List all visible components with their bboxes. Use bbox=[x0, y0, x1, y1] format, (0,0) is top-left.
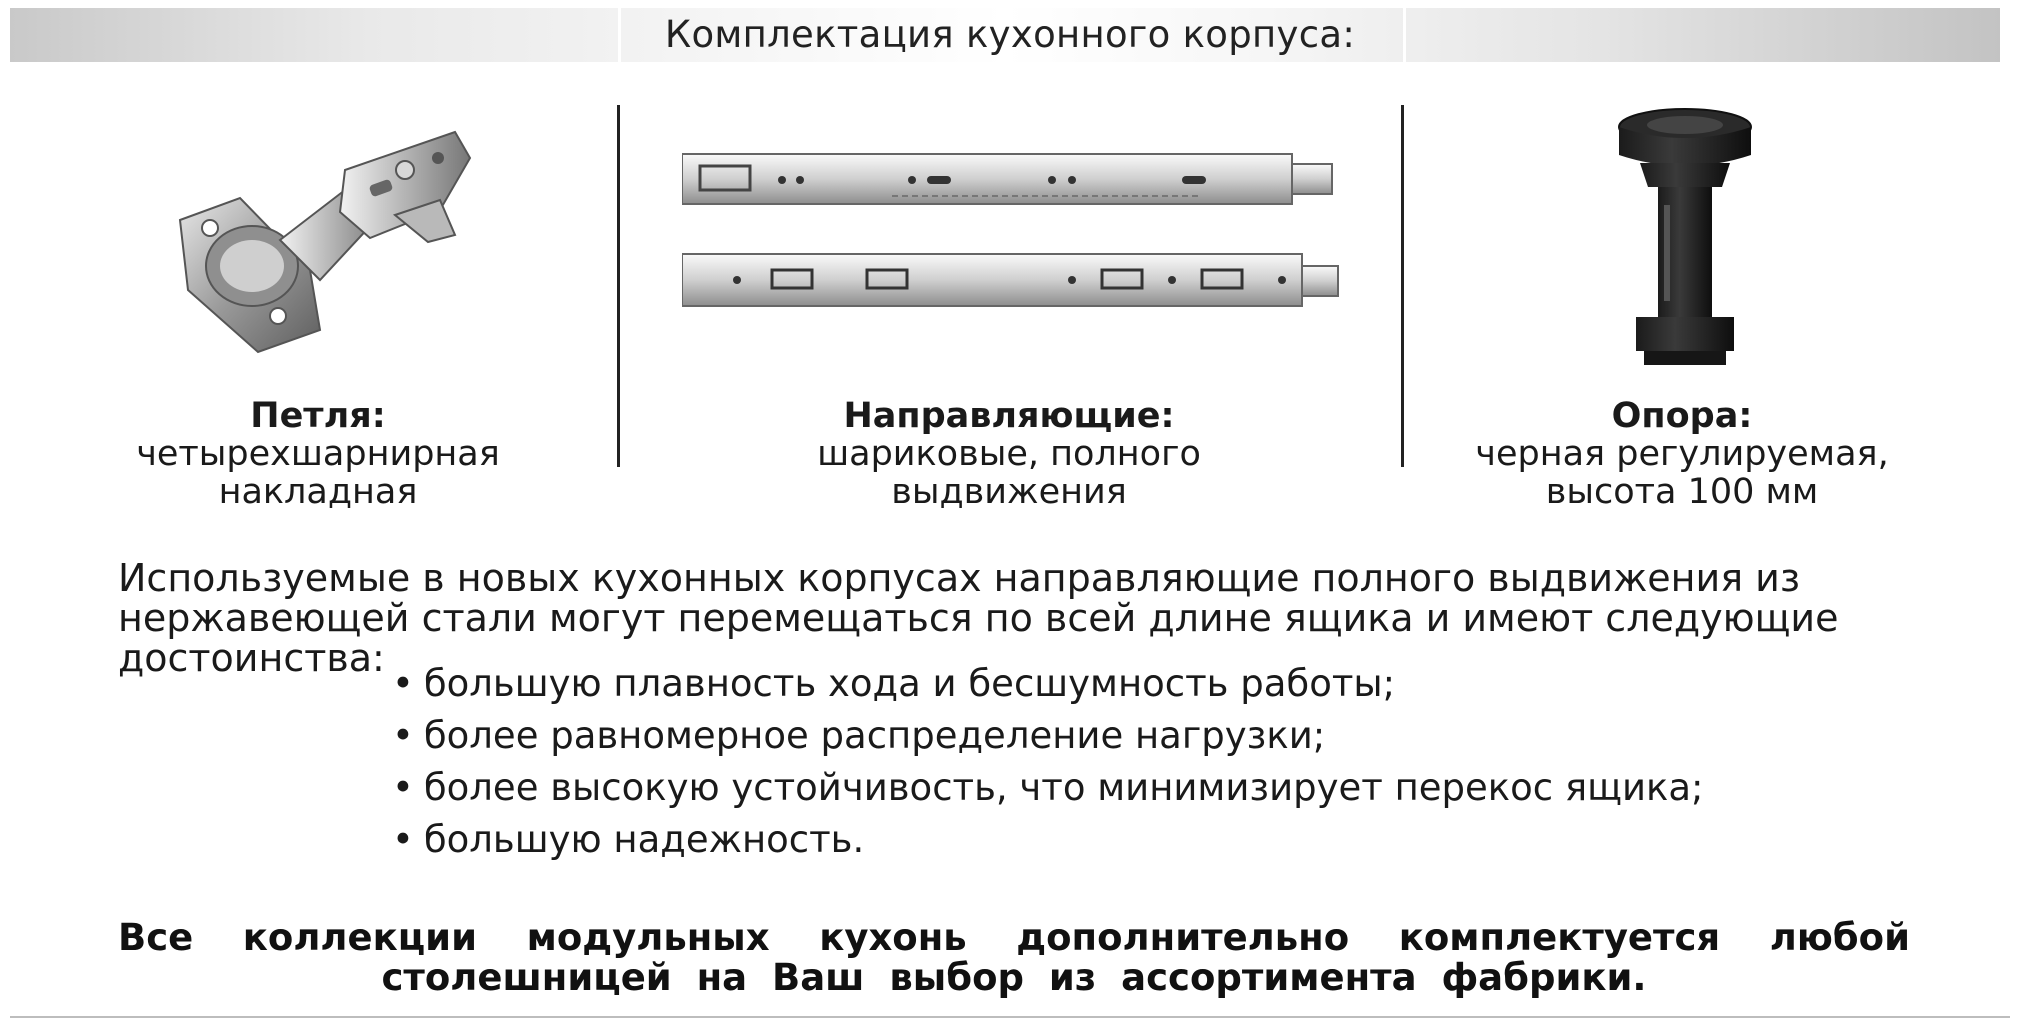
list-item: • более равномерное распределение нагрузки; bbox=[392, 710, 1704, 762]
slides-caption bbox=[804, 397, 1214, 511]
hinge-title: Петля: bbox=[250, 396, 386, 436]
list-item: • большую плавность хода и бесшумность работы; bbox=[392, 658, 1704, 710]
list-item: • большую надежность. bbox=[392, 814, 1704, 866]
leg-description: черная регулируемая, высота 100 мм bbox=[1475, 434, 1889, 512]
column-divider bbox=[1401, 105, 1404, 467]
adjustable-leg-image bbox=[1610, 105, 1760, 370]
slides-title: Направляющие: bbox=[843, 396, 1175, 436]
hinge-image bbox=[170, 120, 490, 360]
leg-title: Опора: bbox=[1611, 396, 1753, 436]
drawer-slides-image bbox=[682, 150, 1342, 325]
leg-caption bbox=[1462, 397, 1902, 511]
list-item: • более высокую устойчивость, что минимизирует перекос ящика; bbox=[392, 762, 1704, 814]
column-divider bbox=[617, 105, 620, 467]
benefits-list bbox=[392, 658, 1704, 866]
hinge-description: четырехшарнирная накладная bbox=[136, 434, 500, 512]
bottom-divider bbox=[10, 1016, 2010, 1018]
intro-paragraph: Используемые в новых кухонных корпусах направляющие полного выдвижения из нержавеющей стали могут перемещаться по всей длине ящика и имеют следующие достоинства: bbox=[118, 556, 1839, 680]
footer-note: Все коллекции модульных кухонь дополнительно комплектуется любой столешницей на Ваш выбор из ассортимента фабрики. bbox=[118, 916, 1910, 999]
hinge-caption bbox=[98, 397, 538, 511]
slides-description: шариковые, полного выдвижения bbox=[817, 434, 1201, 512]
page-title: Комплектация кухонного корпуса: bbox=[664, 13, 1356, 56]
